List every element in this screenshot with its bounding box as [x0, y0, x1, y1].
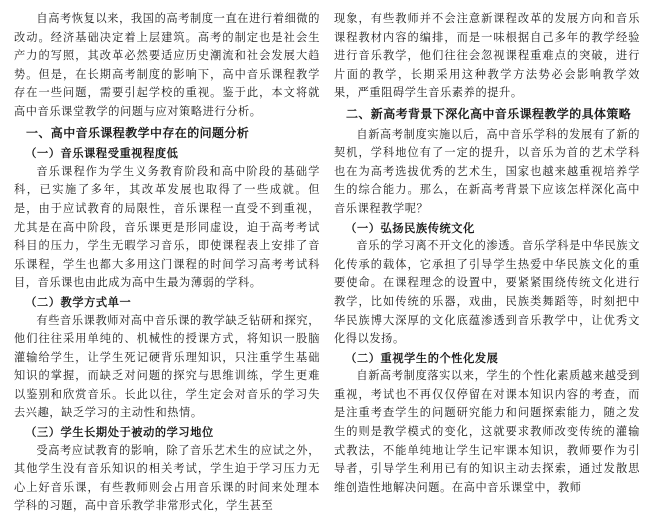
subheading-passive-learning: （三）学生长期处于被动的学习地位 [25, 425, 214, 440]
paragraph-individual-development: 自新高考制度落实以来，学生的个性化素质越来越受到重视，考试也不再仅仅停留在对课本知识内容的考查，而是注重考查学生的问题研究能力和问题探索能力，随之发生的则是教学模式的变化，这就要求教师改变传统的灌输式教法，不能单纯地让学生记牢课本知识，教师要作为引导者，引导学生利用已有的知识主动去探索，通过发散思维创造性地解决问题。在高中音乐课堂中，教师 [334, 369, 640, 494]
continued-paragraph: 现象，有些教师并不会注意新课程改革的发展方向和音乐课程教材内容的编排，而是一味根据自己多年的教学经验进行音乐教学，他们往往会忽视课程重难点的突破，进行片面的教学，长期采用这种教学方法势必会影响教学效果，严重阻碍学生音乐素养的提升。 [334, 12, 640, 100]
subheading-single-method: （二）教学方式单一 [25, 294, 132, 309]
subheading-individual-development: （二）重视学生的个性化发展 [345, 350, 499, 365]
right-column [334, 10, 640, 527]
subheading-traditional-culture: （一）弘扬民族传统文化 [345, 220, 475, 235]
paragraph-passive-learning: 受高考应试教育的影响，除了音乐艺术生的应试之外，其他学生没有音乐知识的相关考试，学生迫于学习压力无心上好音乐课，有些教师则会占用音乐课的时间来处理本学科的习题，高中音乐教学非常形式化，学生甚至 [14, 443, 320, 513]
paragraph-traditional-culture: 音乐的学习离不开文化的渗透。音乐学科是中华民族文化传承的载体，它承担了引导学生热爱中华民族文化的重要使命。在课程理念的设置中，要紧紧围绕传统文化进行教学，比如传统的乐器，戏曲，民族类舞蹈等，时刻把中华民族博大深厚的文化底蕴渗透到音乐教学中，让优秀文化得以发扬。 [334, 239, 640, 346]
intro-paragraph: 自高考恢复以来，我国的高考制度一直在进行着细微的改动。经济基础决定着上层建筑。高考的制定也是社会生产力的写照，其改革必然要适应历史潮流和社会发展大趋势。但是，在长期高考制度的影响下，高中音乐课程教学存在一些问题，需要引起学校的重视。鉴于此，本文将就高中音乐课堂教学的问题与应对策略进行分析。 [14, 12, 320, 118]
subheading-low-attention: （一）音乐课程受重视程度低 [25, 146, 179, 161]
section-heading-problems: 一、高中音乐课程教学中存在的问题分析 [26, 125, 250, 140]
section-heading-strategies: 二、新高考背景下深化高中音乐课程教学的具体策略 [346, 106, 632, 121]
left-column [14, 10, 320, 527]
paragraph-low-attention: 音乐课程作为学生义务教育阶段和高中阶段的基础学科，已实施了多年，其改革发展也取得了一些成就。但是，由于应试教育的局限性，音乐课程一直受不到重视，尤其是在高中阶段，音乐课更是形同虚设，迫于高考考试科目的压力，学生无暇学习音乐，即使课程表上安排了音乐课程，学生也都大多用这门课程的时间学习高考考试科目，音乐课也由此成为高中生最为薄弱的学科。 [14, 164, 320, 290]
paragraph-single-method: 有些音乐课教师对高中音乐课的教学缺乏钻研和探究，他们往往采用单纯的、机械性的授课方式，将知识一股脑灌输给学生，让学生死记硬背乐理知识，只注重学生基础知识的掌握，而缺乏对问题的探究与思维训练，学生更难以鉴别和欣赏音乐。长此以往，学生定会对音乐的学习失去兴趣，缺乏学习的主动性和热情。 [14, 313, 320, 420]
paragraph-strategies-intro: 自新高考制度实施以后，高中音乐学科的发展有了新的契机，学科地位有了一定的提升，以音乐为首的艺术学科也在为高考选拔优秀的艺术生，国家也越来越重视培养学生的综合能力。那么，在新高考背景下应该怎样深化高中音乐课程教学呢？ [334, 127, 640, 215]
